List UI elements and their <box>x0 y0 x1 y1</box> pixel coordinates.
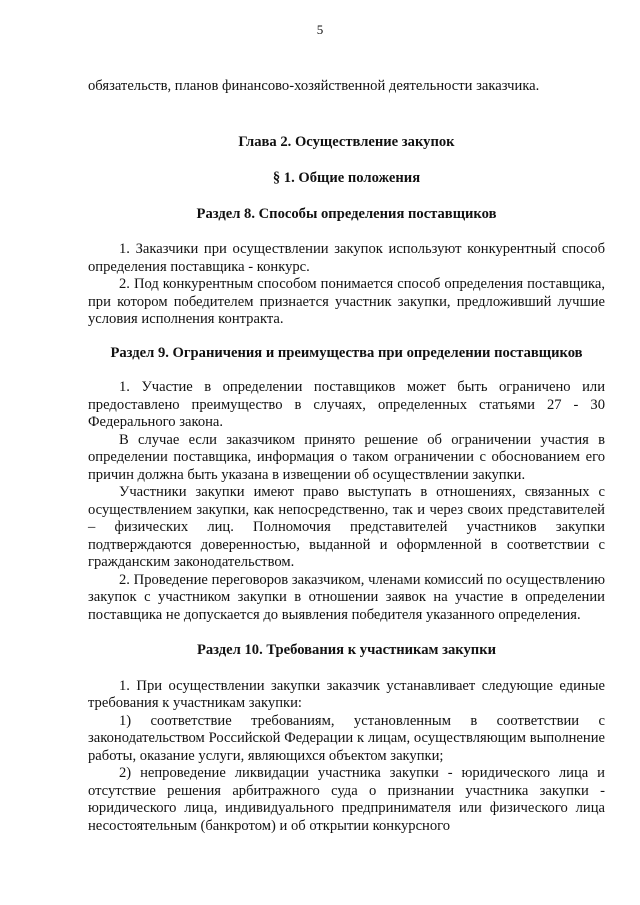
section-10-item-1: 1. При осуществлении закупки заказчик устанавливает следующие единые требования к участникам закупки: <box>88 677 605 711</box>
section-9-item-1: 1. Участие в определении поставщиков может быть ограничено или предоставлено преимущество в случаях, определенных статьями 27 - 30 Федерального закона. <box>88 379 605 430</box>
section-9-item-2: В случае если заказчиком принято решение об ограничении участия в определении поставщика, информация о таком ограничении с обоснованием его причин должна быть указана в извещении об осуществлении закупки. <box>88 431 605 483</box>
document-body <box>88 78 605 835</box>
chapter-title: Глава 2. Осуществление закупок <box>238 133 455 150</box>
section-10-item-3: 2) непроведение ликвидации участника закупки - юридического лица и отсутствие решения арбитражного суда о признании участника закупки - юридического лица, индивидуального предпринимателя или физического лица несостоятельным (банкротом) и об открытии конкурсного <box>88 765 605 834</box>
section-9-item-3: Участники закупки имеют право выступать в отношениях, связанных с осуществлением закупки, как непосредственно, так и через своих представителей – физических лиц. Полномочия представителей участников закупки подтверждаются доверенностью, выданной и оформленной в соответствии с гражданским законодательством. <box>88 484 605 570</box>
section-10-item-2: 1) соответствие требованиям, установленным в соответствии с законодательством Российской Федерации к лицам, осуществляющим выполнение работы, оказание услуги, являющихся объектом закупки; <box>88 712 605 764</box>
section-8-title: Раздел 8. Способы определения поставщиков <box>196 205 497 222</box>
paragraph-title: § 1. Общие положения <box>272 170 421 186</box>
section-9-item-4: 2. Проведение переговоров заказчиком, членами комиссий по осуществлению закупок с участником закупки в отношении заявок на участие в определении поставщика не допускается до выявления победителя указанного определения. <box>88 571 605 623</box>
page-number: 5 <box>316 22 324 37</box>
section-8-item-1: 1. Заказчики при осуществлении закупок используют конкурентный способ определения поставщика - конкурс. <box>88 241 605 275</box>
section-8-item-2: 2. Под конкурентным способом понимается способ определения поставщика, при котором победителем признается участник закупки, предложивший лучшие условия исполнения контракта. <box>88 276 605 327</box>
section-9-title: Раздел 9. Ограничения и преимущества при определении поставщиков <box>110 344 583 361</box>
intro-line: обязательств, планов финансово-хозяйственной деятельности заказчика. <box>88 78 540 94</box>
section-10-title: Раздел 10. Требования к участникам закупки <box>196 642 497 658</box>
